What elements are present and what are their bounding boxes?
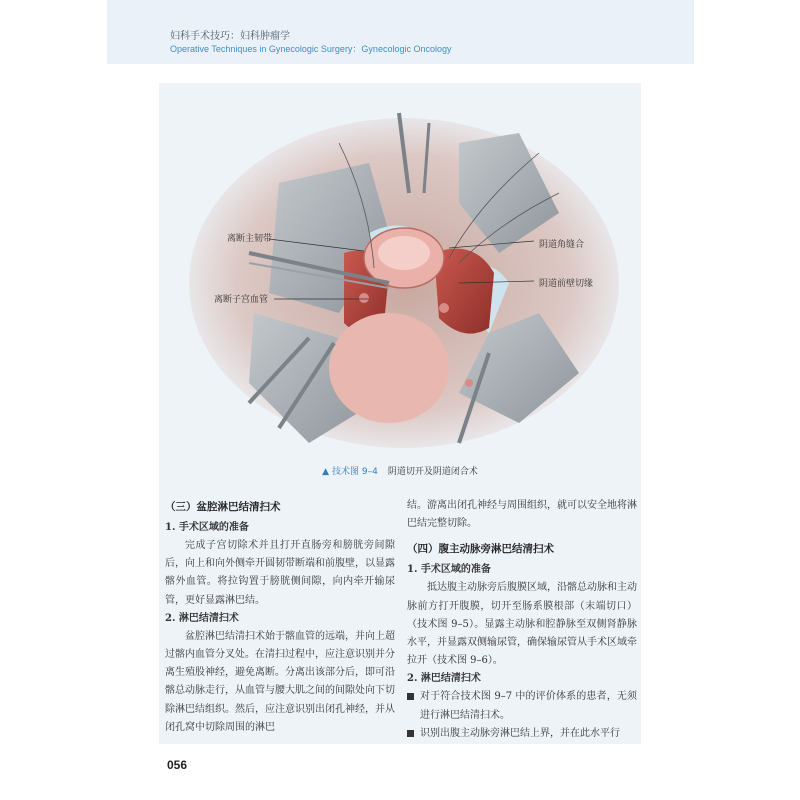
bullet-square-icon (407, 693, 414, 700)
paragraph-prep-2: 抵达腹主动脉旁后腹膜区域，沿髂总动脉和主动脉前方打开腹膜，切开至肠系膜根部（末端切口）（技术图 9–5）。显露主动脉和腔静脉至双侧肾静脉水平，并显露双侧输尿管，确保输尿管从手术区域牵拉开（技术图 9–6）。 (407, 582, 637, 667)
bullet-square-icon (407, 730, 414, 737)
surgical-illustration (159, 83, 641, 463)
pedicle-bottom-right (465, 379, 473, 387)
section-heading-pelvic: （三）盆腔淋巴结清扫术 (165, 501, 281, 513)
surgical-illustration-svg (159, 83, 641, 463)
header-title-english: Operative Techniques in Gynecologic Surgery：Gynecologic Oncology (170, 44, 452, 54)
header-title-chinese: 妇科手术技巧：妇科肿瘤学 (170, 31, 290, 42)
label-anterior-vaginal-margin: 阴道前壁切缘 (539, 279, 594, 289)
caption-figure-number: 技术图 9–4 (332, 467, 378, 477)
paragraph-continued: 结。游离出闭孔神经与周围组织，就可以安全地将淋巴结完整切除。 (407, 500, 637, 530)
bullet-item: 对于符合技术图 9–7 中的评价体系的患者，无须进行淋巴结清扫术。 (407, 688, 637, 724)
label-uterine-vessels: 离断子宫血管 (214, 295, 269, 305)
pedicle-left (359, 293, 369, 303)
running-header (107, 0, 694, 64)
label-vaginal-angle-suture: 阴道角缝合 (539, 240, 585, 250)
subheading-dissection: 2. 淋巴结清扫术 (165, 612, 239, 624)
vaginal-lumen (378, 236, 430, 270)
left-column (165, 497, 395, 737)
caption-text: 阴道切开及阴道闭合术 (387, 467, 478, 477)
bullet-item: 识别出腹主动脉旁淋巴结上界，并在此水平行 (407, 725, 637, 743)
content-panel (159, 83, 641, 744)
book-page (107, 0, 694, 800)
pedicle-right (439, 303, 449, 313)
bladder (329, 313, 449, 423)
subheading-prep: 1. 手术区域的准备 (165, 522, 249, 533)
label-ligament: 离断主韧带 (227, 234, 273, 244)
right-column (407, 497, 637, 743)
section-heading-paraaortic: （四）腹主动脉旁淋巴结清扫术 (407, 543, 554, 556)
page-number: 056 (167, 758, 188, 772)
caption-triangle-icon: ▲ (322, 467, 330, 477)
subheading-prep-2: 1. 手术区域的准备 (407, 564, 491, 576)
subheading-dissection-2: 2. 淋巴结清扫术 (407, 673, 481, 685)
figure-caption (159, 464, 641, 477)
paragraph-dissection: 盆腔淋巴结清扫术始于髂血管的远端，并向上超过髂内血管分叉处。在清扫过程中，应注意识别并分离生殖股神经，避免离断。分离出该部分后，即可沿髂总动脉走行，从血管与腰大肌之间的间隙处向下切除淋巴结组织。然后，应注意识别出闭孔神经，并从闭孔窝中切除周围的淋巴 (165, 630, 395, 733)
paragraph-prep: 完成子宫切除术并且打开直肠旁和膀胱旁间隙后，向上和向外侧牵开圆韧带断端和前腹壁，以显露髂外血管。将拉钩置于膀胱侧间隙，向内牵开输尿管，更好显露淋巴结。 (165, 540, 395, 606)
